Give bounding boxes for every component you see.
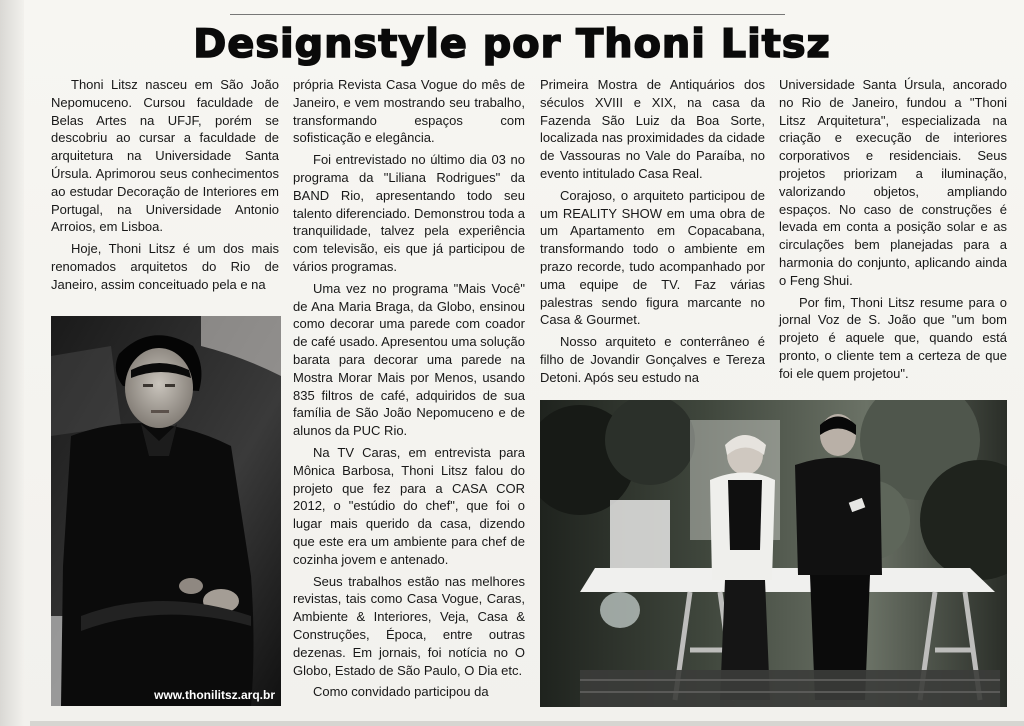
paragraph: Uma vez no programa "Mais Você" de Ana Maria Braga, da Globo, ensinou como decorar uma parede com coador de café usado. Apresentou uma solução barata para decorar uma parede na Mostra Morar Mais por Menos, usando 835 filtros de café, adquiridos de sua família de São João Nepomuceno e de alunos da PUC Rio.	[293, 280, 525, 439]
article-column-3	[540, 76, 765, 391]
paragraph: Foi entrevistado no último dia 03 no programa da "Liliana Rodrigues" da BAND Rio, apresentando todo seu talento diferenciado. Demonstrou toda a tranquilidade, talvez pela experiência com televisão, eis que já participou de vários programas.	[293, 152, 525, 274]
paragraph: Seus trabalhos estão nas melhores revistas, tais como Casa Vogue, Caras, Ambiente & Interiores, Veja, Casa & Construções, Época, entre outras dezenas. Em jornais, foi notícia no O Globo, Estado de São Paulo, O Dia etc.	[293, 573, 525, 678]
paragraph: Como convidado participou da	[313, 684, 489, 700]
paragraph: Na TV Caras, em entrevista para Mônica Barbosa, Thoni Litsz falou do projeto que fez para a CASA COR 2012, o "estúdio do chef", que foi o lugar mais querido da casa, dizendo que este era um ambiente para chef de cozinha jovem e antenado.	[293, 444, 525, 567]
article-headline: Designstyle por Thoni Litsz	[193, 22, 831, 67]
paragraph: Corajoso, o arquiteto participou de um REALITY SHOW em uma obra de um Apartamento em Copacabana, transformando todo o ambiente em prazo recorde, tudo acompanhado por uma equipe de TV. Faz várias palestras sendo figura marcante no Casa & Gourmet.	[540, 187, 765, 328]
article-column-4	[779, 76, 1007, 387]
website-caption: www.thonilitsz.arq.br	[154, 688, 275, 702]
paragraph: Hoje, Thoni Litsz é um dos mais renomados arquitetos do Rio de Janeiro, assim conceituado pela e na	[51, 241, 279, 292]
top-rule	[230, 14, 785, 15]
paragraph: Thoni Litsz nasceu em São João Nepomuceno. Cursou faculdade de Belas Artes na UFJF, porém se descobriu ao cursar a faculdade de arquitetura na Universidade Santa Úrsula. Aprimorou seus conhecimentos ao estudar Decoração de Interiores em Portugal, na Universidade Antonio Arroios, em Lisboa.	[51, 77, 279, 235]
tv-show-photo-image	[540, 400, 1007, 707]
portrait-photo	[51, 316, 281, 706]
paragraph: Universidade Santa Úrsula, ancorado no Rio de Janeiro, fundou a "Thoni Litsz Arquitetura", especializada na criação e execução de interiores corporativos e residenciais. Seus projetos priorizam a iluminação, valorizando objetos, ampliando espaços. No caso de construções é levada em conta a posição solar e as circulações bem planejadas para a harmonia do conjunto, aplicando ainda o Feng Shui.	[779, 77, 1007, 288]
article-column-1	[51, 76, 279, 298]
paragraph: Primeira Mostra de Antiquários dos séculos XVIII e XIX, na casa da Fazenda São Luiz da Boa Sorte, localizada nas proximidades da cidade de Vassouras no Vale do Paraíba, no evento intitulado Casa Real.	[540, 77, 765, 181]
portrait-photo-image	[51, 316, 281, 706]
page-edge-shadow	[0, 0, 24, 726]
tv-show-photo	[540, 400, 1007, 707]
paragraph: Por fim, Thoni Litsz resume para o jornal Voz de S. João que "um bom projeto é aquele que, quando está pronto, o cliente tem a certeza de que foi ele quem projetou".	[779, 294, 1007, 381]
paragraph: própria Revista Casa Vogue do mês de Janeiro, e vem mostrando seu trabalho, transformando espaços com sofisticação e elegância.	[293, 77, 525, 146]
page-bottom-edge	[30, 721, 1024, 726]
article-column-2	[293, 76, 525, 705]
paragraph: Nosso arquiteto e conterrâneo é filho de Jovandir Gonçalves e Tereza Detoni. Após seu estudo na	[540, 334, 765, 385]
